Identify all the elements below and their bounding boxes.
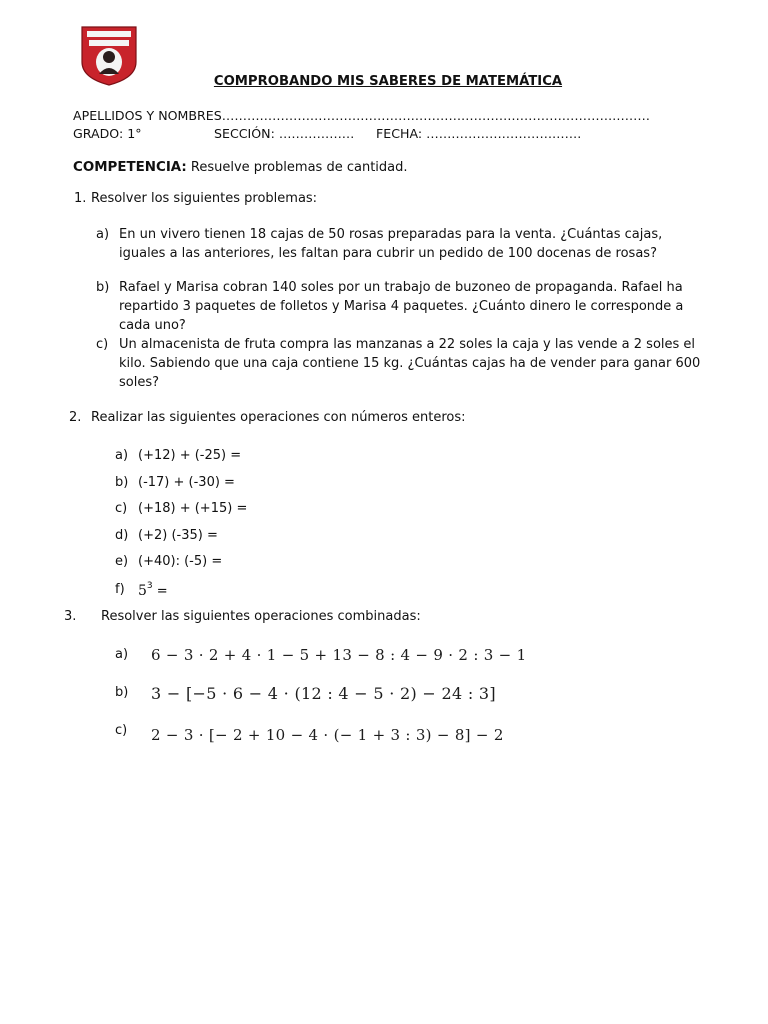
section1-item-a-letter: a) xyxy=(96,227,110,242)
section2-heading: Realizar las siguientes operaciones con números enteros: xyxy=(91,410,466,425)
section2-item-c-letter: c) xyxy=(115,501,128,516)
seccion-field: SECCIÓN: ……………… xyxy=(214,126,355,141)
section2-item-b-expr: (-17) + (-30) = xyxy=(138,475,235,490)
section3-item-c-letter: c) xyxy=(115,723,128,738)
page-title: COMPROBANDO MIS SABERES DE MATEMÁTICA xyxy=(213,74,563,89)
section3-item-c-expr: 2 − 3 · [− 2 + 10 − 4 · (− 1 + 3 : 3) − 8] − 2 xyxy=(151,726,504,744)
section1-number: 1. xyxy=(74,191,87,206)
section3-item-a-letter: a) xyxy=(115,647,129,662)
section2-number: 2. xyxy=(69,410,82,425)
competencia-line xyxy=(73,160,408,175)
section3-heading: Resolver las siguientes operaciones combinadas: xyxy=(101,609,421,624)
section2-item-a-letter: a) xyxy=(115,448,129,463)
section2-item-b-letter: b) xyxy=(115,475,129,490)
fecha-field: FECHA: ………………………………. xyxy=(376,126,582,141)
section2-item-d-letter: d) xyxy=(115,528,129,543)
apellidos-field: APELLIDOS Y NOMBRES………………………………………………………………………………………… xyxy=(73,108,650,123)
section1-item-c-letter: c) xyxy=(96,337,109,352)
section3-item-a-expr: 6 − 3 · 2 + 4 · 1 − 5 + 13 − 8 : 4 − 9 · 2 : 3 − 1 xyxy=(151,646,527,664)
section1-heading: Resolver los siguientes problemas: xyxy=(91,191,318,206)
power-base: 5 xyxy=(138,583,147,599)
competencia-text: Resuelve problemas de cantidad. xyxy=(186,160,408,175)
power-exponent: 3 xyxy=(146,581,153,591)
section2-item-f-letter: f) xyxy=(115,582,125,597)
section2-item-e-letter: e) xyxy=(115,554,129,569)
section1-item-b-text: Rafael y Marisa cobran 140 soles por un trabajo de buzoneo de propaganda. Rafael ha repartido 3 paquetes de folletos y Marisa 4 paquetes. ¿Cuánto dinero le corresponde a cada uno? xyxy=(119,280,684,333)
section2-item-f-expr xyxy=(138,581,168,599)
section2-item-a-expr: (+12) + (-25) = xyxy=(138,448,242,463)
section2-item-c-expr: (+18) + (+15) = xyxy=(138,501,248,516)
section1-item-c-text: Un almacenista de fruta compra las manzanas a 22 soles la caja y las vende a 2 soles el kilo. Sabiendo que una caja contiene 15 kg. ¿Cuántas cajas ha de vender para ganar 600 soles? xyxy=(119,337,701,390)
section3-number: 3. xyxy=(64,609,77,624)
power-tail: = xyxy=(152,584,168,599)
section2-item-e-expr: (+40): (-5) = xyxy=(138,554,223,569)
section2-item-d-expr: (+2) (-35) = xyxy=(138,528,218,543)
section3-item-b-letter: b) xyxy=(115,685,129,700)
section1-item-b-letter: b) xyxy=(96,280,110,295)
grado-field: GRADO: 1° xyxy=(73,126,142,141)
competencia-label: COMPETENCIA: xyxy=(73,160,187,175)
section3-item-b-expr: 3 − [−5 · 6 − 4 · (12 : 4 − 5 · 2) − 24 : 3] xyxy=(151,684,496,703)
section1-item-a-text: En un vivero tienen 18 cajas de 50 rosas preparadas para la venta. ¿Cuántas cajas, iguales a las anteriores, les faltan para cubrir un pedido de 100 docenas de rosas? xyxy=(119,227,663,261)
